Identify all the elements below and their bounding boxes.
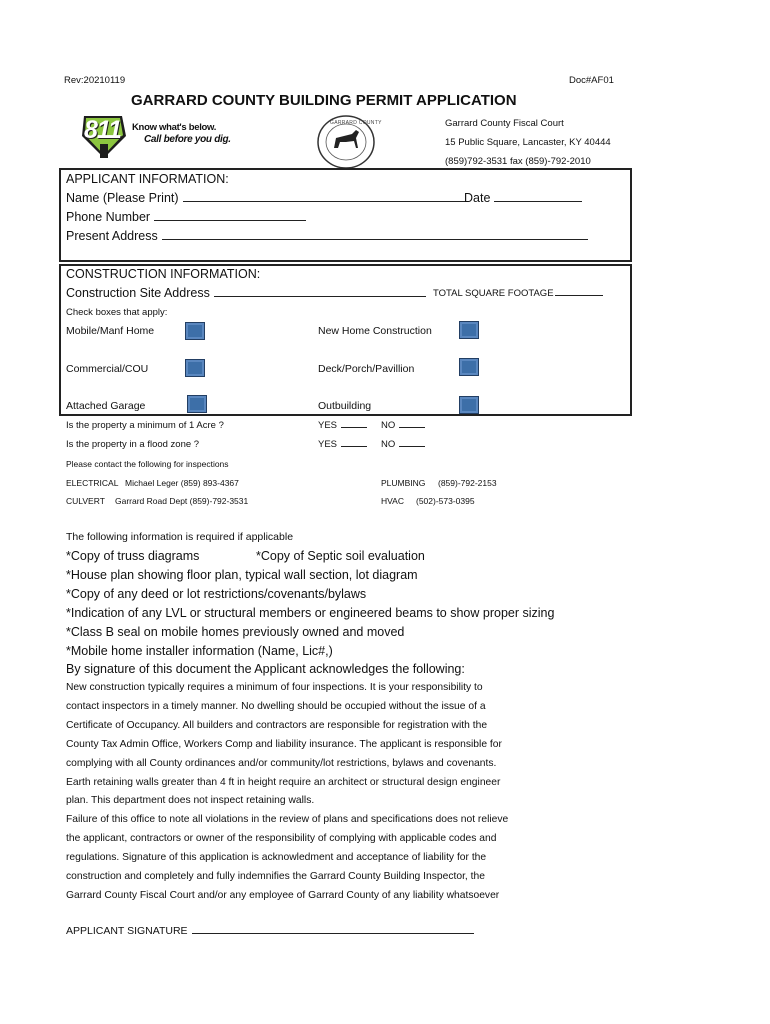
site-address-field[interactable]: [66, 286, 426, 300]
option-deck-porch-label: Deck/Porch/Pavillion: [318, 363, 415, 375]
option-new-home-label: New Home Construction: [318, 325, 432, 337]
terms-line: plan. This department does not inspect retaining walls.: [66, 795, 315, 807]
seal-text: GARRARD COUNTY: [330, 120, 382, 126]
requirement-class-b-seal: *Class B seal on mobile homes previously owned and moved: [66, 625, 405, 639]
terms-line: Garrard County Fiscal Court and/or any employee of Garrard County of any liability whatsoever: [66, 889, 500, 901]
present-address-label: Present Address: [66, 229, 158, 243]
option-mobile-home-label: Mobile/Manf Home: [66, 325, 155, 337]
terms-line: construction and completely and fully indemnifies the Garrard County Building Inspector, the: [66, 871, 485, 883]
logo-tagline-1: Know what's below.: [132, 122, 217, 133]
option-commercial-checkbox[interactable]: [185, 359, 205, 377]
county-seal: [316, 114, 382, 170]
date-label: Date: [464, 191, 491, 205]
option-commercial-label: Commercial/COU: [66, 363, 149, 375]
address-line-2: 15 Public Square, Lancaster, KY 40444: [445, 137, 611, 148]
option-new-home-checkbox[interactable]: [459, 321, 479, 339]
terms-line: regulations. Signature of this application is acknowledment and acceptance of liability for the: [66, 852, 487, 864]
terms-line: New construction typically requires a minimum of four inspections. It is your responsibility to: [66, 682, 483, 693]
name-label: Name (Please Print): [66, 191, 179, 205]
phone-label: Phone Number: [66, 210, 151, 224]
electrical-label: ELECTRICAL: [66, 478, 119, 488]
acknowledgement-heading: By signature of this document the Applicant acknowledges the following:: [66, 662, 465, 676]
revision-number: Rev:20210119: [64, 75, 126, 86]
plumbing-contact: (859)-792-2153: [438, 478, 497, 488]
flood-no-label: NO: [381, 439, 396, 450]
check-boxes-label: Check boxes that apply:: [66, 307, 168, 318]
option-attached-garage-label: Attached Garage: [66, 400, 146, 412]
logo-tagline-2: Call before you dig.: [144, 134, 231, 145]
requirement-septic: *Copy of Septic soil evaluation: [256, 549, 425, 563]
terms-line: the applicant, contractors or owner of the responsibility of complying with applicable codes and: [66, 833, 497, 845]
construction-heading: CONSTRUCTION INFORMATION:: [66, 267, 261, 281]
flood-yes-field[interactable]: [318, 439, 367, 450]
plumbing-label: PLUMBING: [381, 478, 426, 488]
option-outbuilding-label: Outbuilding: [318, 400, 372, 412]
logo-number: 811: [84, 116, 121, 144]
flood-yes-label: YES: [318, 439, 338, 450]
hvac-label: HVAC: [381, 496, 404, 506]
applicant-heading: APPLICANT INFORMATION:: [66, 172, 229, 186]
hvac-contact: (502)-573-0395: [416, 496, 475, 506]
contacts-heading: Please contact the following for inspections: [66, 459, 229, 469]
acre-no-field[interactable]: [381, 420, 425, 431]
present-address-field[interactable]: [66, 229, 588, 243]
flood-zone-question: Is the property in a flood zone ?: [66, 439, 200, 450]
signature-field[interactable]: [66, 925, 474, 937]
requirement-truss: *Copy of truss diagrams: [66, 549, 200, 563]
square-footage-field[interactable]: [433, 288, 603, 299]
requirements-heading: The following information is required if applicable: [66, 531, 294, 543]
acre-no-label: NO: [381, 420, 396, 431]
document-number: Doc#AF01: [569, 75, 614, 86]
phone-field[interactable]: [66, 210, 306, 224]
culvert-contact: Garrard Road Dept (859)-792-3531: [115, 496, 249, 506]
signature-label: APPLICANT SIGNATURE: [66, 925, 188, 937]
date-field[interactable]: [464, 191, 582, 205]
option-outbuilding-checkbox[interactable]: [459, 396, 479, 414]
terms-line: complying with all County ordinances and/or community/lot restrictions, bylaws and covenants.: [66, 757, 497, 769]
option-deck-porch-checkbox[interactable]: [459, 358, 479, 376]
terms-line: contact inspectors in a timely manner. No dwelling should be occupied without the issue of a: [66, 700, 486, 712]
terms-line: Earth retaining walls greater than 4 ft in height require an architect or structural design engineer: [66, 776, 501, 788]
call-811-logo: [78, 112, 231, 162]
flood-no-field[interactable]: [381, 439, 425, 450]
square-footage-label: TOTAL SQUARE FOOTAGE: [433, 288, 554, 299]
requirement-deed: *Copy of any deed or lot restrictions/covenants/bylaws: [66, 587, 367, 601]
requirement-house-plan: *House plan showing floor plan, typical wall section, lot diagram: [66, 568, 418, 582]
acre-yes-label: YES: [318, 420, 338, 431]
acre-question: Is the property a minimum of 1 Acre ?: [66, 420, 224, 431]
requirement-installer: *Mobile home installer information (Name, Lic#,): [66, 644, 333, 658]
culvert-label: CULVERT: [66, 496, 105, 506]
requirement-lvl: *Indication of any LVL or structural members or engineered beams to show proper sizing: [66, 606, 555, 620]
name-field[interactable]: [66, 191, 467, 205]
terms-line: Failure of this office to note all violations in the review of plans and specifications does not relieve: [66, 814, 509, 826]
address-line-1: Garrard County Fiscal Court: [445, 118, 564, 129]
site-address-label: Construction Site Address: [66, 286, 210, 300]
option-attached-garage-checkbox[interactable]: [187, 395, 207, 413]
terms-line: Certificate of Occupancy. All builders and contractors are responsible for registration with the: [66, 719, 488, 731]
page-title: GARRARD COUNTY BUILDING PERMIT APPLICATION: [131, 92, 517, 109]
address-line-3: (859)792-3531 fax (859)-792-2010: [445, 156, 591, 167]
option-mobile-home-checkbox[interactable]: [185, 322, 205, 340]
acre-yes-field[interactable]: [318, 420, 367, 431]
terms-paragraph: [66, 679, 626, 906]
electrical-contact: Michael Leger (859) 893-4367: [125, 478, 239, 488]
terms-line: County Tax Admin Office, Workers Comp and liability insurance. The applicant is responsible for: [66, 738, 502, 750]
